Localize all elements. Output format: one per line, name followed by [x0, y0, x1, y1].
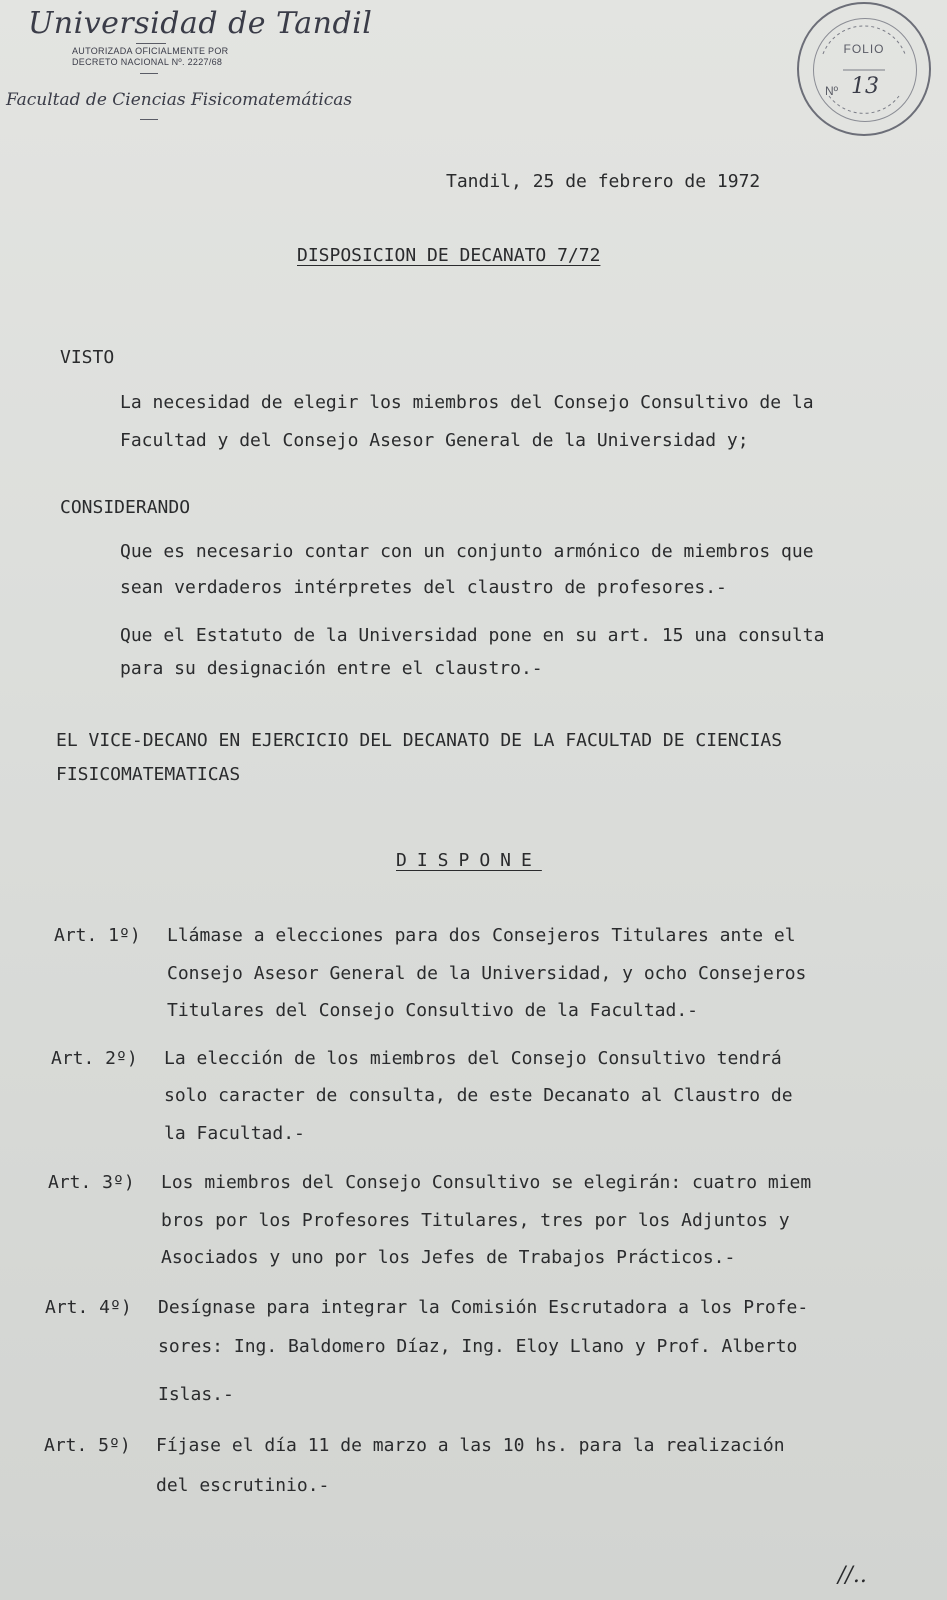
document-date: Tandil, 25 de febrero de 1972: [446, 171, 761, 192]
article-line: Titulares del Consejo Consultivo de la Facultad.-: [167, 1000, 699, 1021]
considerando-line: Que es necesario contar con un conjunto armónico de miembros que: [120, 541, 814, 562]
considerando-heading: CONSIDERANDO: [60, 497, 191, 518]
article-line: sores: Ing. Baldomero Díaz, Ing. Eloy Llano y Prof. Alberto: [158, 1336, 798, 1357]
letterhead-rule: [136, 43, 166, 44]
authorization-line-1: AUTORIZADA OFICIALMENTE POR: [72, 46, 229, 56]
visto-heading: VISTO: [60, 347, 115, 368]
article-label: Art. 1º): [54, 925, 141, 946]
folio-stamp: [797, 2, 931, 136]
dispone-heading: DISPONE: [396, 850, 542, 871]
faculty-name: Facultad de Ciencias Fisicomatemáticas: [6, 90, 353, 110]
authority-line: EL VICE-DECANO EN EJERCICIO DEL DECANATO DE LA FACULTAD DE CIENCIAS: [56, 730, 783, 751]
article-line: Llámase a elecciones para dos Consejeros Titulares ante el: [167, 925, 796, 946]
letterhead-rule: [140, 73, 158, 74]
article-line: Islas.-: [158, 1384, 234, 1405]
stamp-number-label: Nº: [825, 84, 839, 98]
article-label: Art. 3º): [48, 1172, 135, 1193]
authorization-text: [72, 46, 228, 68]
article-line: La elección de los miembros del Consejo Consultivo tendrá: [164, 1048, 782, 1069]
continuation-mark: //..: [838, 1563, 867, 1588]
article-line: Consejo Asesor General de la Universidad, y ocho Consejeros: [167, 963, 807, 984]
considerando-line: para su designación entre el claustro.-: [120, 658, 543, 679]
authorization-line-2: DECRETO NACIONAL Nº. 2227/68: [72, 57, 223, 67]
article-line: la Facultad.-: [164, 1123, 305, 1144]
stamp-folio-label: FOLIO: [843, 42, 885, 56]
authority-line: FISICOMATEMATICAS: [56, 764, 241, 785]
stamp-ring-lettering-icon: [799, 4, 929, 134]
article-line: Fíjase el día 11 de marzo a las 10 hs. para la realización: [156, 1435, 785, 1456]
considerando-line: Que el Estatuto de la Universidad pone en su art. 15 una consulta: [120, 625, 825, 646]
article-label: Art. 2º): [51, 1048, 138, 1069]
article-line: Desígnase para integrar la Comisión Escrutadora a los Profe-: [158, 1297, 809, 1318]
article-line: Asociados y uno por los Jefes de Trabajos Prácticos.-: [161, 1247, 736, 1268]
university-name: Universidad de Tandil: [28, 6, 373, 41]
article-line: solo caracter de consulta, de este Decanato al Claustro de: [164, 1085, 793, 1106]
article-label: Art. 4º): [45, 1297, 132, 1318]
visto-line: Facultad y del Consejo Asesor General de la Universidad y;: [120, 430, 749, 451]
article-label: Art. 5º): [44, 1435, 131, 1456]
article-line: bros por los Profesores Titulares, tres por los Adjuntos y: [161, 1210, 790, 1231]
article-line: Los miembros del Consejo Consultivo se elegirán: cuatro miem: [161, 1172, 812, 1193]
letterhead-rule: [140, 119, 158, 120]
stamp-number: 13: [851, 74, 879, 99]
article-line: del escrutinio.-: [156, 1475, 330, 1496]
considerando-line: sean verdaderos intérpretes del claustro de profesores.-: [120, 577, 727, 598]
visto-line: La necesidad de elegir los miembros del Consejo Consultivo de la: [120, 392, 814, 413]
document-title: DISPOSICION DE DECANATO 7/72: [297, 245, 601, 266]
